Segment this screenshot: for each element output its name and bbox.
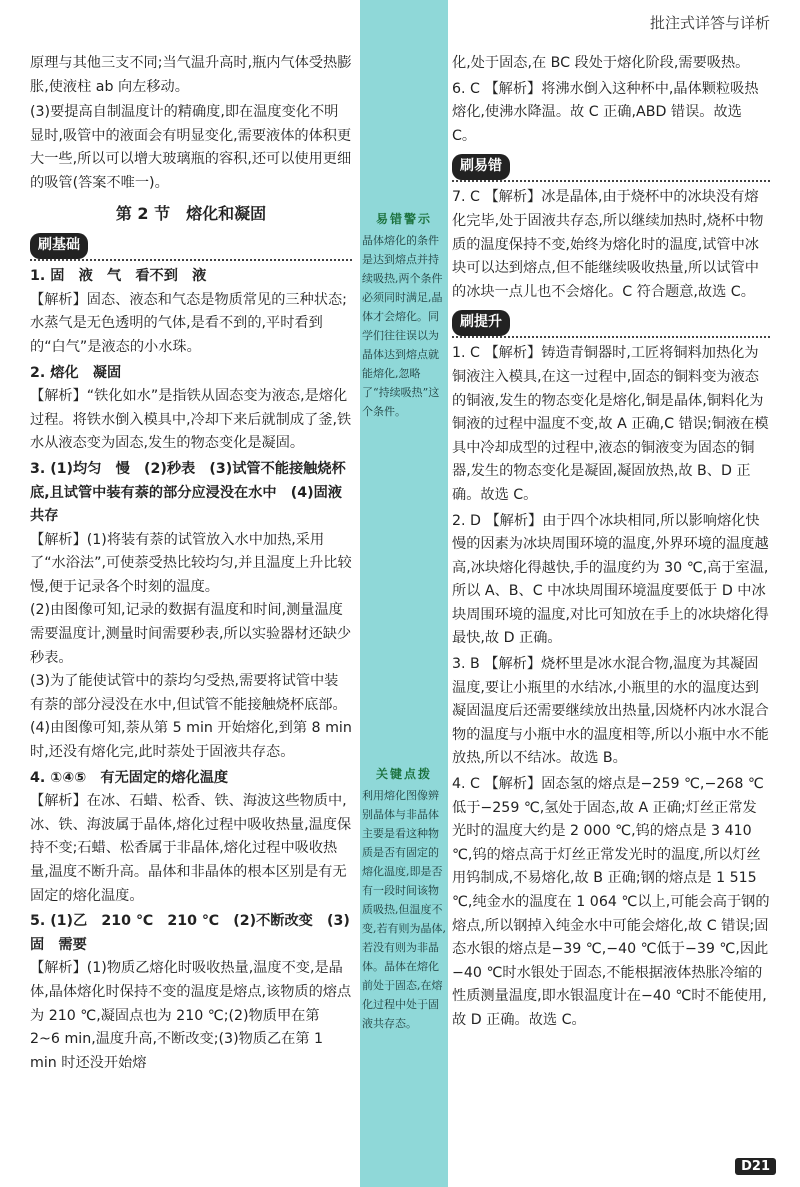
page-header: 批注式详答与详析 — [649, 14, 770, 32]
paragraph: 原理与其他三支不同;当气温升高时,瓶内气体受热膨胀,使液柱 ab 向左移动。 — [30, 55, 352, 95]
answer-analysis: 3. B 【解析】烧杯里是冰水混合物,温度为其凝固温度,要让小瓶里的水结冰,小瓶里的水的温度达到凝固温度后还需要继续放出热量,因烧杯内冰水混合物的温度与小瓶中水的温度相等,所以小瓶中水不能放热,所以不结冰。故选 B。 — [452, 656, 769, 767]
left-column — [30, 52, 352, 1075]
right-column — [452, 52, 770, 1035]
paragraph: (3)要提高自制温度计的精确度,即在温度变化不明显时,吸管中的液面会有明显变化,需要液体的体积更大一些,所以可以增大玻璃瓶的容积,还可以使用更细的吸管(答案不唯一)。 — [30, 104, 352, 191]
badge-row — [452, 310, 770, 338]
answer-line: 4. ①④⑤ 有无固定的熔化温度 — [30, 769, 229, 786]
tip-text: 利用熔化图像辨别晶体与非晶体主要是看这种物质是否有固定的熔化温度,即是否有一段时间该物质吸热,但温度不变,若有则为晶体,若没有则为非晶体。晶体在熔化前处于固态,在熔化过程中处于固液共存态。 — [362, 789, 446, 1030]
analysis: (2)由图像可知,记录的数据有温度和时间,测量温度需要温度计,测量时间需要秒表,所以实验器材还缺少秒表。 — [30, 602, 352, 666]
answer-analysis: 6. C 【解析】将沸水倒入这种杯中,晶体颗粒吸热熔化,使沸水降温。故 C 正确,ABD 错误。故选 C。 — [452, 80, 759, 144]
analysis: 【解析】“铁化如水”是指铁从固态变为液态,是熔化过程。将铁水倒入模具中,冷却下来后就制成了釜,铁水从液态变为固态,发生的物态变化是凝固。 — [30, 388, 352, 452]
badge-row — [30, 233, 352, 261]
badge-basic: 刷基础 — [30, 233, 88, 259]
answer-line: 1. 固 液 气 看不到 液 — [30, 268, 207, 285]
analysis: 【解析】(1)物质乙熔化时吸收热量,温度不变,是晶体,晶体熔化时保持不变的温度是熔点,该物质的熔点为 210 ℃,凝固点也为 210 ℃;(2)物质甲在第 2~6 min,温度升高,不断改变;(3)物质乙在第 1 min 时还没开始熔 — [30, 960, 352, 1071]
analysis: 【解析】(1)将装有萘的试管放入水中加热,采用了“水浴法”,可使萘受热比较均匀,并且温度上升比较慢,便于记录各个时刻的温度。 — [30, 531, 352, 595]
analysis: 【解析】在冰、石蜡、松香、铁、海波这些物质中,冰、铁、海波属于晶体,熔化过程中吸收热量,温度保持不变;石蜡、松香属于非晶体,熔化过程中吸收热量,温度不断升高。晶体和非晶体的根本区别是有无固定的熔化温度。 — [30, 793, 352, 904]
badge-error: 刷易错 — [452, 154, 510, 180]
tip-box-key-point — [362, 765, 446, 1033]
analysis: (4)由图像可知,萘从第 5 min 开始熔化,到第 8 min 时,还没有熔化完,此时萘处于固液共存态。 — [30, 720, 352, 761]
tip-box-common-mistake — [362, 210, 446, 421]
badge-row — [452, 154, 770, 182]
paragraph: 化,处于固态,在 BC 段处于熔化阶段,需要吸热。 — [452, 55, 750, 71]
answer-analysis: 1. C 【解析】铸造青铜器时,工匠将铜料加热化为铜液注入模具,在这一过程中,固态的铜料变为液态的铜液,发生的物态变化是熔化,铜是晶体,铜料化为铜液的过程中温度不变,故 A 正确,C 错误;铜液在模具中冷却成型的过程中,液态的铜液变为固态的铜器,发生的物态变化是凝固,凝固放热,故 B、D 正确。故选 C。 — [452, 345, 769, 503]
analysis: (3)为了能使试管中的萘均匀受热,需要将试管中装有萘的部分浸没在水中,但试管不能接触烧杯底部。 — [30, 673, 347, 713]
answer-analysis: 7. C 【解析】冰是晶体,由于烧杯中的冰块没有熔化完毕,处于固液共存态,所以继续加热时,烧杯中物质的温度保持不变,始终为熔化时的温度,试管中冰块可以达到熔点,但不能继续吸收热量,所以试管中的冰块一点儿也不会熔化。C 符合题意,故选 C。 — [452, 189, 764, 300]
answer-analysis: 2. D 【解析】由于四个冰块相同,所以影响熔化快慢的因素为冰块周围环境的温度,外界环境的温度越高,冰块熔化得越快,手的温度约为 30 ℃,高于室温,所以 A、B、C 中冰块周围环境温度要低于 D 中冰块周围环境的温度,对比可知放在手上的冰块熔化得最快,故 D 正确。 — [452, 512, 769, 647]
answer-line: 5. (1)乙 210 ℃ 210 ℃ (2)不断改变 (3)固 需要 — [30, 913, 350, 953]
badge-up: 刷提升 — [452, 310, 510, 336]
tip-title: 关键点拨 — [375, 767, 432, 781]
analysis: 【解析】固态、液态和气态是物质常见的三种状态;水蒸气是无色透明的气体,是看不到的,平时看到的“白气”是液态的小水珠。 — [30, 291, 347, 355]
section-title: 第 2 节 熔化和凝固 — [115, 203, 267, 223]
page-number: D21 — [735, 1158, 776, 1175]
answer-line: 3. (1)均匀 慢 (2)秒表 (3)试管不能接触烧杯底,且试管中装有萘的部分应浸没在水中 (4)固液共存 — [30, 460, 346, 525]
answer-line: 2. 熔化 凝固 — [30, 364, 122, 381]
answer-analysis: 4. C 【解析】固态氢的熔点是−259 ℃,−268 ℃低于−259 ℃,氢处于固态,故 A 正确;灯丝正常发光时的温度大约是 2 000 ℃,钨的熔点是 3 410 ℃,钨的熔点高于灯丝正常发光时的温度,所以灯丝用钨制成,不易熔化,故 B 正确;钢的熔点是 1 515 ℃,纯金水的温度在 1 064 ℃以上,可能会高于钢的熔点,所以钢掉入纯金水中可能会熔化,故 C 错误;固态水银的熔点是−39 ℃,−40 ℃低于−39 ℃,因此−40 ℃时水银处于固态,不能根据液体热胀冷缩的性质测量温度,即水银温度计在−40 ℃时不能使用,故 D 正确。故选 C。 — [452, 776, 770, 1028]
tip-text: 晶体熔化的条件是达到熔点并持续吸热,两个条件必须同时满足,晶体才会熔化。同学们往往误以为晶体达到熔点就能熔化,忽略了“持续吸热”这个条件。 — [362, 234, 443, 418]
tip-title: 易错警示 — [375, 212, 432, 226]
